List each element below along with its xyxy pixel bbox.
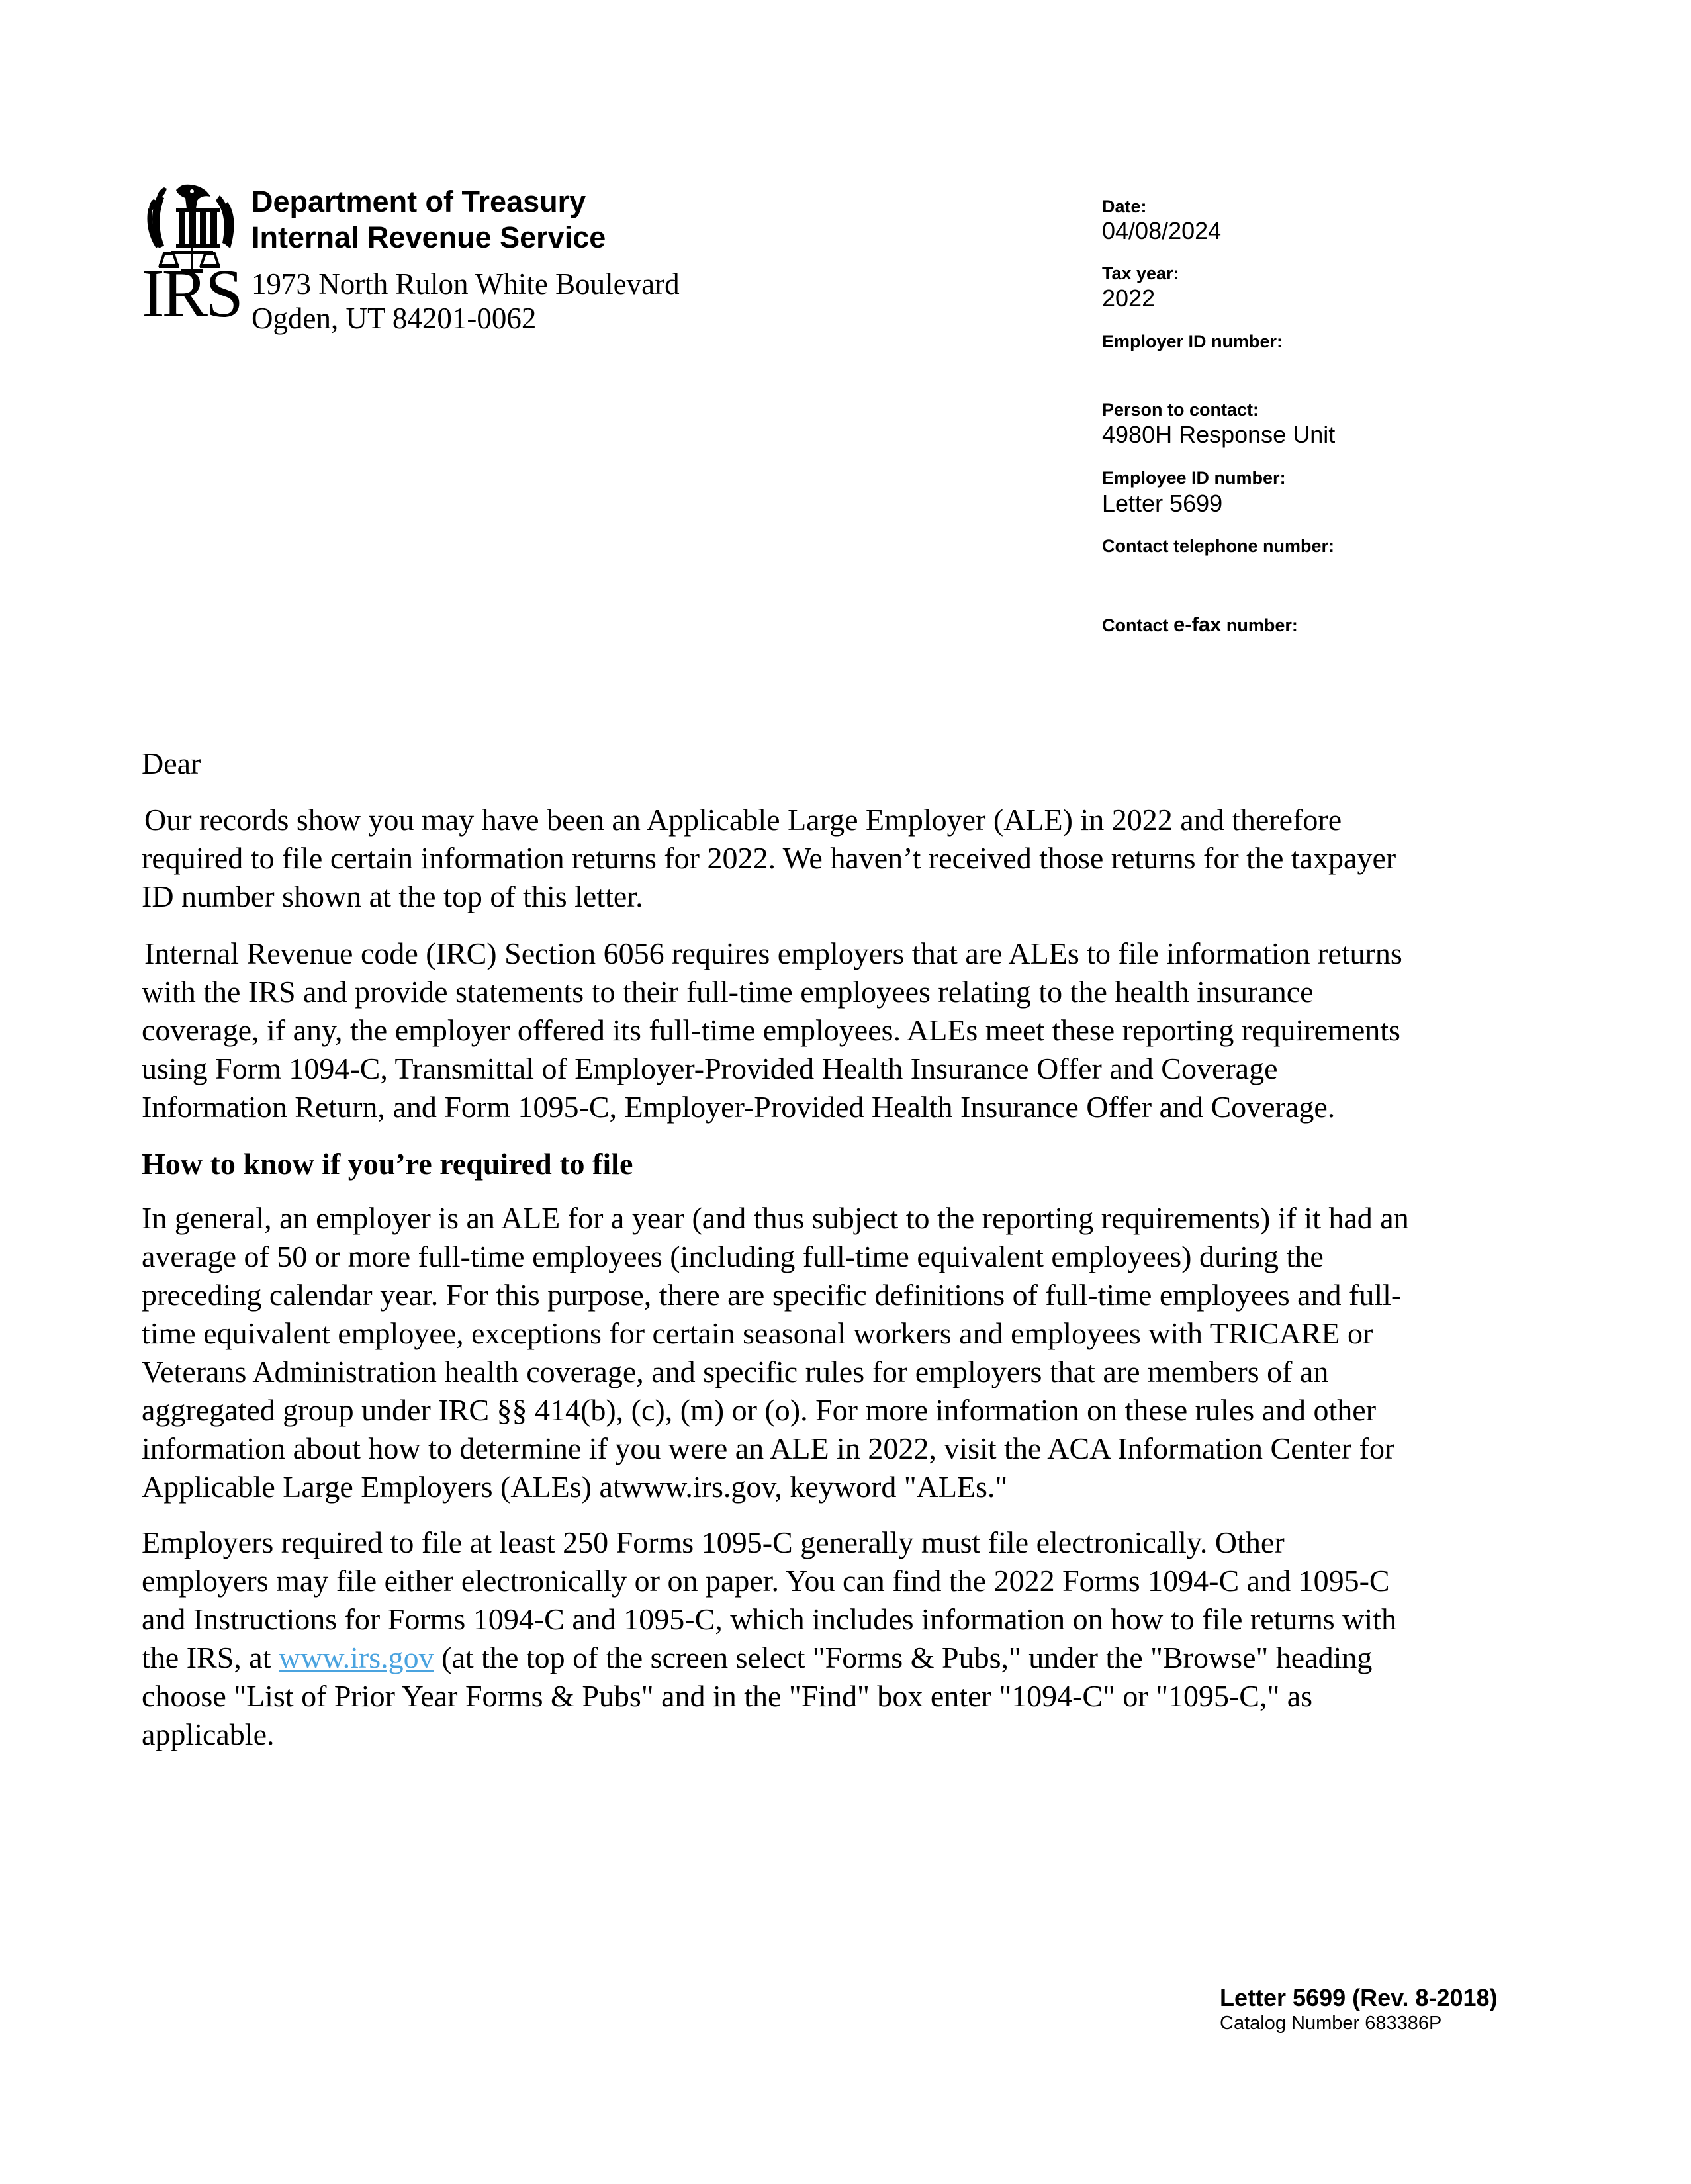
letter-title: Letter 5699 (Rev. 8-2018) xyxy=(1220,1984,1498,2011)
paragraph-irc-6056 xyxy=(142,934,1551,1126)
irs-address xyxy=(251,267,680,336)
section-heading: How to know if you’re required to file xyxy=(142,1147,633,1181)
paragraph-line-with-link xyxy=(142,1639,1551,1677)
paragraph-line: Employers required to file at least 250 Forms 1095-C generally must file electronically. Other xyxy=(142,1525,1285,1559)
paragraph-line: with the IRS and provide statements to their full-time employees relating to the health insurance xyxy=(142,975,1314,1009)
paragraph-ale-records xyxy=(142,801,1551,916)
address-line-2: Ogden, UT 84201-0062 xyxy=(251,302,537,335)
paragraph-line: Applicable Large Employers (ALEs) atwww.irs.gov, keyword "ALEs." xyxy=(142,1470,1008,1504)
paragraph-ale-definition xyxy=(142,1199,1551,1506)
department-line-2: Internal Revenue Service xyxy=(251,220,606,254)
date-label: Date: xyxy=(1102,197,1147,216)
employer-id-label: Employer ID number: xyxy=(1102,332,1283,351)
tax-year-label: Tax year: xyxy=(1102,263,1179,283)
date-value: 04/08/2024 xyxy=(1102,217,1222,244)
person-to-contact-value: 4980H Response Unit xyxy=(1102,421,1336,448)
paragraph-line: coverage, if any, the employer offered its full-time employees. ALEs meet these reporting requirements xyxy=(142,1013,1400,1047)
paragraph-line: employers may file either electronically or on paper. You can find the 2022 Forms 1094-C and 1095-C xyxy=(142,1564,1390,1598)
contact-efax-label xyxy=(1102,614,1298,636)
paragraph-line: Internal Revenue code (IRC) Section 6056 requires employers that are ALEs to file information returns xyxy=(144,936,1402,970)
paragraph-line: preceding calendar year. For this purpose, there are specific definitions of full-time employees and full- xyxy=(142,1278,1402,1312)
link-lead-text: the IRS, at xyxy=(142,1641,279,1674)
link-trail-text: (at the top of the screen select "Forms & Pubs," under the "Browse" heading xyxy=(434,1641,1373,1674)
paragraph-line: ID number shown at the top of this letter. xyxy=(142,880,643,913)
irs-website-link[interactable]: www.irs.gov xyxy=(278,1641,434,1674)
efax-label-suffix: number: xyxy=(1221,615,1298,635)
department-name xyxy=(251,184,606,255)
salutation: Dear xyxy=(142,747,201,780)
paragraph-line: In general, an employer is an ALE for a year (and thus subject to the reporting requirements) if it had an xyxy=(142,1201,1409,1235)
paragraph-line: information about how to determine if you were an ALE in 2022, visit the ACA Information Center for xyxy=(142,1432,1395,1465)
paragraph-line: and Instructions for Forms 1094-C and 1095-C, which includes information on how to file returns with xyxy=(142,1602,1396,1636)
irs-logo-text: IRS xyxy=(142,255,241,332)
paragraph-line: required to file certain information returns for 2022. We haven’t received those returns for the taxpayer xyxy=(142,841,1396,875)
paragraph-line: choose "List of Prior Year Forms & Pubs" and in the "Find" box enter "1094-C" or "1095-C," as xyxy=(142,1679,1313,1713)
paragraph-filing-info xyxy=(142,1524,1551,1754)
efax-label-emphasis: e-fax xyxy=(1173,613,1222,636)
employee-id-value: Letter 5699 xyxy=(1102,490,1223,517)
paragraph-line: Our records show you may have been an Applicable Large Employer (ALE) in 2022 and therefore xyxy=(144,803,1342,837)
efax-label-prefix: Contact xyxy=(1102,615,1173,635)
person-to-contact-label: Person to contact: xyxy=(1102,400,1259,420)
address-line-1: 1973 North Rulon White Boulevard xyxy=(251,267,680,300)
employee-id-label: Employee ID number: xyxy=(1102,468,1286,488)
paragraph-line: Information Return, and Form 1095-C, Employer-Provided Health Insurance Offer and Coverage. xyxy=(142,1090,1336,1124)
department-line-1: Department of Treasury xyxy=(251,185,586,218)
paragraph-line: Veterans Administration health coverage, and specific rules for employers that are members of an xyxy=(142,1355,1329,1388)
contact-phone-label: Contact telephone number: xyxy=(1102,536,1335,556)
paragraph-line: applicable. xyxy=(142,1717,275,1751)
paragraph-line: average of 50 or more full-time employees (including full-time equivalent employees) during the xyxy=(142,1240,1324,1273)
paragraph-line: aggregated group under IRC §§ 414(b), (c), (m) or (o). For more information on these rules and other xyxy=(142,1393,1377,1427)
paragraph-line: using Form 1094-C, Transmittal of Employer-Provided Health Insurance Offer and Coverage xyxy=(142,1052,1278,1085)
paragraph-line: time equivalent employee, exceptions for certain seasonal workers and employees with TRICARE or xyxy=(142,1316,1373,1350)
catalog-number: Catalog Number 683386P xyxy=(1220,2013,1442,2034)
tax-year-value: 2022 xyxy=(1102,285,1156,312)
